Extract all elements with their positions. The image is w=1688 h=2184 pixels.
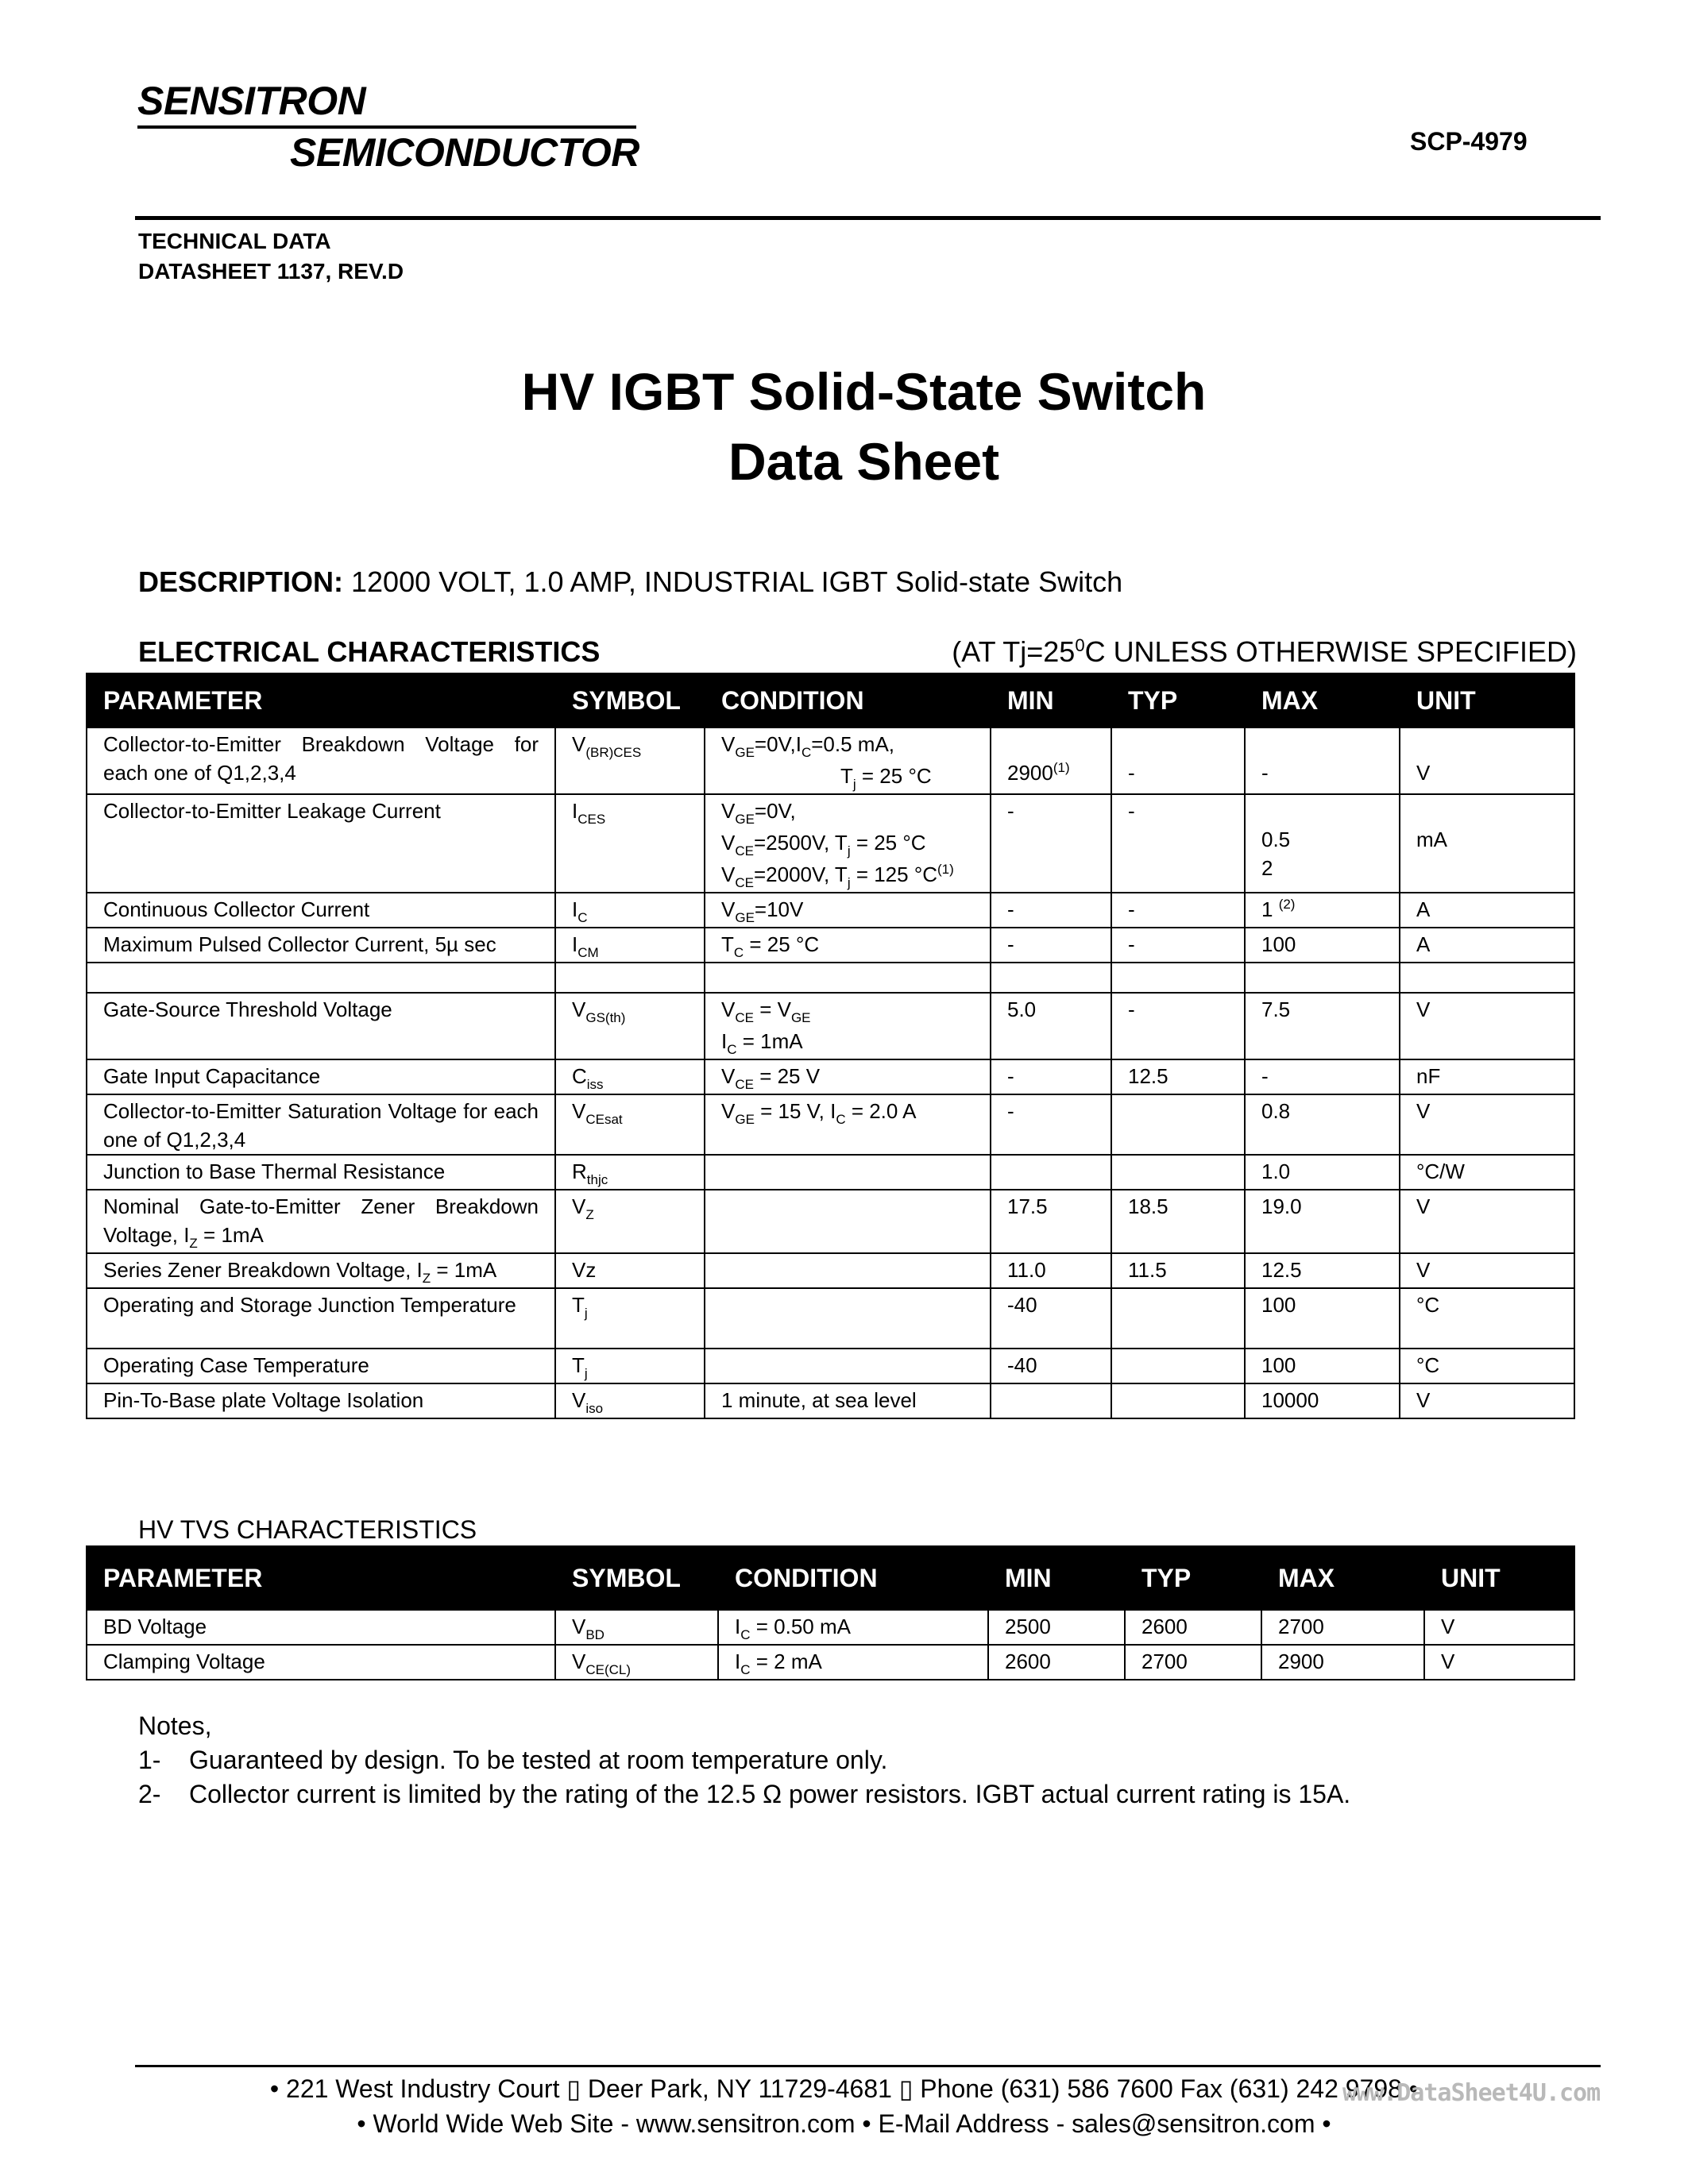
param-cell: Clamping Voltage: [87, 1645, 555, 1680]
max-cell: 0.5 2: [1245, 794, 1400, 893]
table-row: [87, 1383, 1574, 1418]
min-cell: [991, 1383, 1111, 1418]
footer-contact: • World Wide Web Site - www.sensitron.com • E-Mail Address - sales@sensitron.com •: [357, 2109, 1331, 2138]
min-cell: 2900$^{(1)}$: [991, 727, 1111, 794]
condition-cell: $V_{CE} = V_{GE}$ $I_C = 1mA$: [705, 993, 991, 1059]
document-number: SCP-4979: [1410, 127, 1528, 156]
condition-cell: $T_C = 25$ °C: [705, 928, 991, 963]
table-row: [87, 993, 1574, 1059]
unit-cell: V: [1400, 1094, 1574, 1155]
unit-cell: mA: [1400, 794, 1574, 893]
header-condition: CONDITION: [705, 673, 991, 727]
condition-cell: $V_{GE}=0V,I_C=0.5$ mA, $T_j = 25$ °C: [705, 727, 991, 794]
table-row: [87, 727, 1574, 794]
typ-cell: -: [1111, 993, 1245, 1059]
footer-divider: [135, 2065, 1601, 2067]
notes: [138, 1709, 1350, 1812]
table-header-row: [87, 1546, 1574, 1610]
max-cell: -: [1245, 1059, 1400, 1094]
min-cell: 11.0: [991, 1253, 1111, 1288]
param-cell: Series Zener Breakdown Voltage, $I_Z = 1mA$: [87, 1253, 555, 1288]
unit-cell: V: [1400, 1190, 1574, 1253]
header-unit: UNIT: [1400, 673, 1574, 727]
table-row-blank: [87, 963, 1574, 993]
technical-data-label: TECHNICAL DATA: [138, 229, 331, 253]
min-cell: -40: [991, 1288, 1111, 1349]
min-cell: -40: [991, 1349, 1111, 1383]
table-row: [87, 1155, 1574, 1190]
footer-address: • 221 West Industry Court ▯ Deer Park, NY 11729-4681 ▯ Phone (631) 586 7600 Fax (631) 242 9798 •: [269, 2074, 1419, 2103]
table-header-row: [87, 673, 1574, 727]
condition-cell: $V_{GE}=10V$: [705, 893, 991, 928]
unit-cell: V: [1400, 727, 1574, 794]
param-cell: Gate-Source Threshold Voltage: [87, 993, 555, 1059]
unit-cell: nF: [1400, 1059, 1574, 1094]
symbol-cell: $I_{CM}$: [555, 928, 705, 963]
condition-cell: [705, 1349, 991, 1383]
table-row: [87, 794, 1574, 893]
typ-cell: 18.5: [1111, 1190, 1245, 1253]
symbol-cell: $T_j$: [555, 1349, 705, 1383]
min-cell: -: [991, 1094, 1111, 1155]
min-cell: 5.0: [991, 993, 1111, 1059]
max-cell: 100: [1245, 1288, 1400, 1349]
company-name-line1: SENSITRON: [137, 79, 366, 123]
description-text: 12000 VOLT, 1.0 AMP, INDUSTRIAL IGBT Solid-state Switch: [343, 565, 1123, 598]
typ-cell: [1111, 1288, 1245, 1349]
min-cell: 2500: [988, 1610, 1125, 1645]
unit-cell: V: [1424, 1645, 1574, 1680]
unit-cell: V: [1400, 1383, 1574, 1418]
min-cell: -: [991, 1059, 1111, 1094]
watermark: www.DataSheet4U.com: [1342, 2079, 1601, 2107]
condition-cell: [705, 1190, 991, 1253]
max-cell: 7.5: [1245, 993, 1400, 1059]
param-cell: BD Voltage: [87, 1610, 555, 1645]
typ-cell: [1111, 1349, 1245, 1383]
param-cell: Operating Case Temperature: [87, 1349, 555, 1383]
min-cell: 17.5: [991, 1190, 1111, 1253]
symbol-cell: $V_{CEsat}$: [555, 1094, 705, 1155]
table-row: [87, 1610, 1574, 1645]
unit-cell: A: [1400, 928, 1574, 963]
tvs-characteristics-table: [86, 1545, 1575, 1680]
typ-cell: [1111, 1155, 1245, 1190]
notes-heading: Notes,: [138, 1711, 212, 1740]
table-row: [87, 1645, 1574, 1680]
max-cell: 100: [1245, 1349, 1400, 1383]
company-name-line2: SEMICONDUCTOR: [290, 130, 639, 175]
typ-cell: 11.5: [1111, 1253, 1245, 1288]
condition-cell: [705, 1155, 991, 1190]
table-row: [87, 893, 1574, 928]
symbol-cell: $I_C$: [555, 893, 705, 928]
typ-cell: -: [1111, 893, 1245, 928]
header-typ: TYP: [1125, 1546, 1261, 1610]
param-cell: Continuous Collector Current: [87, 893, 555, 928]
header-divider: [135, 216, 1601, 220]
symbol-cell: $R_{thjc}$: [555, 1155, 705, 1190]
datasheet-revision: DATASHEET 1137, REV.D: [138, 259, 404, 284]
typ-cell: -: [1111, 727, 1245, 794]
unit-cell: V: [1400, 1253, 1574, 1288]
typ-cell: 2700: [1125, 1645, 1261, 1680]
param-cell: Collector-to-Emitter Saturation Voltage for each one of Q1,2,3,4: [87, 1094, 555, 1155]
max-cell: 100: [1245, 928, 1400, 963]
typ-cell: 2600: [1125, 1610, 1261, 1645]
unit-cell: V: [1424, 1610, 1574, 1645]
table-row: [87, 1059, 1574, 1094]
symbol-cell: $V_{iso}$: [555, 1383, 705, 1418]
param-cell: Operating and Storage Junction Temperature: [87, 1288, 555, 1349]
typ-cell: -: [1111, 928, 1245, 963]
param-cell: Junction to Base Thermal Resistance: [87, 1155, 555, 1190]
typ-cell: -: [1111, 794, 1245, 893]
param-cell: Gate Input Capacitance: [87, 1059, 555, 1094]
symbol-cell: $V_{(BR)CES}$: [555, 727, 705, 794]
condition-cell: $I_C = 0.50$ mA: [718, 1610, 988, 1645]
table-row: [87, 1190, 1574, 1253]
symbol-cell: Vz: [555, 1253, 705, 1288]
header-parameter: PARAMETER: [87, 673, 555, 727]
condition-cell: $V_{GE} = 15$ V, $I_C = 2.0$ A: [705, 1094, 991, 1155]
min-cell: -: [991, 794, 1111, 893]
symbol-cell: $V_{BD}$: [555, 1610, 718, 1645]
symbol-cell: $T_j$: [555, 1288, 705, 1349]
typ-cell: [1111, 1094, 1245, 1155]
max-cell: 1 $^{(2)}$: [1245, 893, 1400, 928]
param-cell: Collector-to-Emitter Breakdown Voltage for each one of Q1,2,3,4: [87, 727, 555, 794]
min-cell: [991, 1155, 1111, 1190]
note-item: 1- Guaranteed by design. To be tested at room temperature only.: [138, 1746, 888, 1774]
header-parameter: PARAMETER: [87, 1546, 555, 1610]
param-cell: Pin-To-Base plate Voltage Isolation: [87, 1383, 555, 1418]
table-row: [87, 1094, 1574, 1155]
page-title: HV IGBT Solid-State Switch: [521, 362, 1207, 421]
symbol-cell: $V_Z$: [555, 1190, 705, 1253]
param-cell: Nominal Gate-to-Emitter Zener Breakdown Voltage, $I_Z = 1mA$: [87, 1190, 555, 1253]
symbol-cell: $C_{iss}$: [555, 1059, 705, 1094]
param-cell: Maximum Pulsed Collector Current, 5µ sec: [87, 928, 555, 963]
unit-cell: A: [1400, 893, 1574, 928]
technical-data-block: [138, 226, 404, 287]
header-condition: CONDITION: [718, 1546, 988, 1610]
header-min: MIN: [988, 1546, 1125, 1610]
description-label: DESCRIPTION:: [138, 565, 344, 598]
header-symbol: SYMBOL: [555, 673, 705, 727]
table-row: [87, 1349, 1574, 1383]
unit-cell: V: [1400, 993, 1574, 1059]
header-typ: TYP: [1111, 673, 1245, 727]
max-cell: 10000: [1245, 1383, 1400, 1418]
param-cell: Collector-to-Emitter Leakage Current: [87, 794, 555, 893]
min-cell: -: [991, 928, 1111, 963]
page-subtitle: Data Sheet: [728, 432, 1000, 491]
condition-cell: $V_{GE}=0V$, $V_{CE}=2500V$, $T_j = 25$ °C $V_{CE}=2000V$, $T_j = 125$ $^\circ C^{(1)}$: [705, 794, 991, 893]
header-min: MIN: [991, 673, 1111, 727]
table-row: [87, 1253, 1574, 1288]
electrical-conditions-note: (AT $Tj=25^0C$ UNLESS OTHERWISE SPECIFIED): [952, 635, 1577, 668]
max-cell: 2700: [1261, 1610, 1424, 1645]
header-symbol: SYMBOL: [555, 1546, 718, 1610]
max-cell: 2900: [1261, 1645, 1424, 1680]
tvs-characteristics-heading: HV TVS CHARACTERISTICS: [138, 1515, 477, 1544]
max-cell: 12.5: [1245, 1253, 1400, 1288]
max-cell: 19.0: [1245, 1190, 1400, 1253]
max-cell: -: [1245, 727, 1400, 794]
symbol-cell: $V_{CE(CL)}$: [555, 1645, 718, 1680]
max-cell: 1.0: [1245, 1155, 1400, 1190]
max-cell: 0.8: [1245, 1094, 1400, 1155]
condition-cell: $V_{CE} = 25$ V: [705, 1059, 991, 1094]
condition-cell: [705, 1253, 991, 1288]
symbol-cell: $V_{GS(th)}$: [555, 993, 705, 1059]
typ-cell: 12.5: [1111, 1059, 1245, 1094]
electrical-characteristics-table: [86, 673, 1575, 1419]
typ-cell: [1111, 1383, 1245, 1418]
unit-cell: °C: [1400, 1288, 1574, 1349]
header-unit: UNIT: [1424, 1546, 1574, 1610]
description: [138, 565, 1122, 599]
header-max: MAX: [1261, 1546, 1424, 1610]
min-cell: 2600: [988, 1645, 1125, 1680]
electrical-characteristics-heading: ELECTRICAL CHARACTERISTICS: [138, 635, 601, 668]
unit-cell: °C: [1400, 1349, 1574, 1383]
table-row: [87, 1288, 1574, 1349]
condition-cell: [705, 1288, 991, 1349]
symbol-cell: $I_{CES}$: [555, 794, 705, 893]
condition-cell: $I_C = 2$ mA: [718, 1645, 988, 1680]
header-max: MAX: [1245, 673, 1400, 727]
min-cell: -: [991, 893, 1111, 928]
note-item: 2- Collector current is limited by the rating of the 12.5 Ω power resistors. IGBT actual current rating is 15A.: [138, 1780, 1351, 1808]
condition-cell: 1 minute, at sea level: [705, 1383, 991, 1418]
unit-cell: °C/W: [1400, 1155, 1574, 1190]
logo-underline: [137, 125, 636, 129]
table-row: [87, 928, 1574, 963]
